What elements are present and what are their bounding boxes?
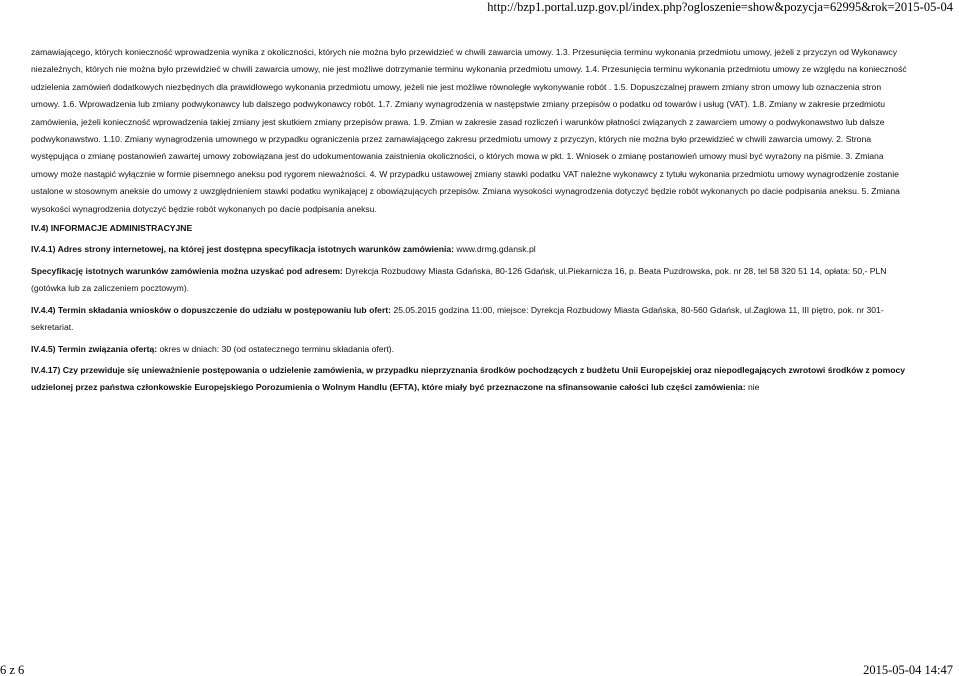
offer-validity-item bbox=[31, 341, 911, 358]
specification-label: Specyfikację istotnych warunków zamówienia można uzyskać pod adresem: bbox=[31, 265, 343, 276]
deadline-item bbox=[31, 302, 911, 337]
annulment-item bbox=[31, 362, 911, 397]
page-url-header: http://bzp1.portal.uzp.gov.pl/index.php?ogloszenie=show&pozycja=62995&rok=2015-05-04 bbox=[487, 0, 953, 14]
document-body bbox=[31, 44, 911, 397]
deadline-value: 25.05.2015 godzina 11:00, miejsce: Dyrekcja Rozbudowy Miasta Gdańska, 80-560 Gdańsk, ul.Żaglowa 11, III piętro, pok. nr 301- sekretariat. bbox=[31, 304, 884, 333]
print-timestamp: 2015-05-04 14:47 bbox=[863, 663, 953, 676]
annulment-value: nie bbox=[745, 382, 760, 393]
website-item bbox=[31, 241, 911, 258]
offer-validity-label: IV.4.5) Termin związania ofertą: bbox=[31, 343, 158, 354]
website-value: www.drmg.gdansk.pl bbox=[453, 244, 536, 255]
annulment-label: IV.4.17) Czy przewiduje się unieważnienie postępowania o udzielenie zamówienia, w przypadku nieprzyznania środków pochodzących z budżetu Unii Europejskiej oraz niepodlegających zwrotowi środków z pomocy udzielonej przez państwa członkowskie Europejskiego Porozumienia o Wolnym Handlu (EFTA), które miały być przeznaczone na sfinansowanie całości lub części zamówienia: bbox=[31, 364, 906, 393]
deadline-label: IV.4.4) Termin składania wniosków o dopuszczenie do udziału w postępowaniu lub ofert: bbox=[31, 304, 392, 315]
specification-item bbox=[31, 263, 911, 298]
page-number: 6 z 6 bbox=[0, 663, 25, 676]
offer-validity-value: okres w dniach: 30 (od ostatecznego terminu składania ofert). bbox=[157, 343, 395, 354]
contract-changes-paragraph: zamawiającego, których konieczność wprowadzenia wynika z okoliczności, których nie można było przewidzieć w chwili zawarcia umowy. 1.3. Przesunięcia terminu wykonania przedmiotu umowy, jeżeli z przyczyn od Wykonawcy niezależnych, których nie można było przewidzieć w chwili zawarcia umowy, nie jest możliwe dotrzymanie terminu wykonania przedmiotu umowy. 1.4. Przesunięcia terminu wykonania przedmiotu umowy ze względu na konieczność udzielenia zamówień dodatkowych niezbędnych dla prawidłowego wykonania przedmiotu umowy, jeżeli nie jest możliwe równoległe wykonywanie robót . 1.5. Dopuszczalnej prawem zmiany stron umowy lub oznaczenia stron umowy. 1.6. Wprowadzenia lub zmiany podwykonawcy lub dalszego podwykonawcy robót. 1.7. Zmiany wynagrodzenia w następstwie zmiany przepisów o podatku od towarów i usług (VAT). 1.8. Zmiany w zakresie przedmiotu zamówienia, jeżeli konieczność wprowadzenia takiej zmiany jest skutkiem zmiany przepisów prawa. 1.9. Zmian w zakresie zasad rozliczeń i warunków płatności związanych z zawarciem umowy o podwykonawstwo lub dalsze podwykonawstwo. 1.10. Zmiany wynagrodzenia umownego w przypadku ograniczenia przez zamawiającego zakresu przedmiotu umowy z przyczyn, których nie można było przewidzieć w chwili zawarcia umowy. 2. Strona występująca o zmianę postanowień zawartej umowy zobowiązana jest do udokumentowania zaistnienia okoliczności, o których mowa w pkt. 1. Wniosek o zmianę postanowień umowy musi być wyrażony na piśmie. 3. Zmiana umowy może nastąpić wyłącznie w formie pisemnego aneksu pod rygorem nieważności. 4. W przypadku ustawowej zmiany stawki podatku VAT należne wykonawcy z tytułu wykonania przedmiotu umowy wynagrodzenie zostanie ustalone w stosownym aneksie do umowy z uwzględnieniem stawki podatku wynikającej z obowiązujących przepisów. Zmiana wysokości wynagrodzenia dotyczyć będzie robót wykonanych po dacie podpisania aneksu. 5. Zmiana wysokości wynagrodzenia dotyczyć będzie robót wykonanych po dacie podpisania aneksu. bbox=[31, 47, 907, 214]
specification-value: Dyrekcja Rozbudowy Miasta Gdańska, 80-126 Gdańsk, ul.Piekarnicza 16, p. Beata Puzdrowska, pok. nr 28, tel 58 320 51 14, opłata: 50,- PLN (gotówka lub za zaliczeniem pocztowym). bbox=[31, 265, 887, 294]
section-heading: IV.4) INFORMACJE ADMINISTRACYJNE bbox=[31, 223, 193, 234]
website-label: IV.4.1) Adres strony internetowej, na której jest dostępna specyfikacja istotnych warunków zamówienia: bbox=[31, 244, 454, 255]
